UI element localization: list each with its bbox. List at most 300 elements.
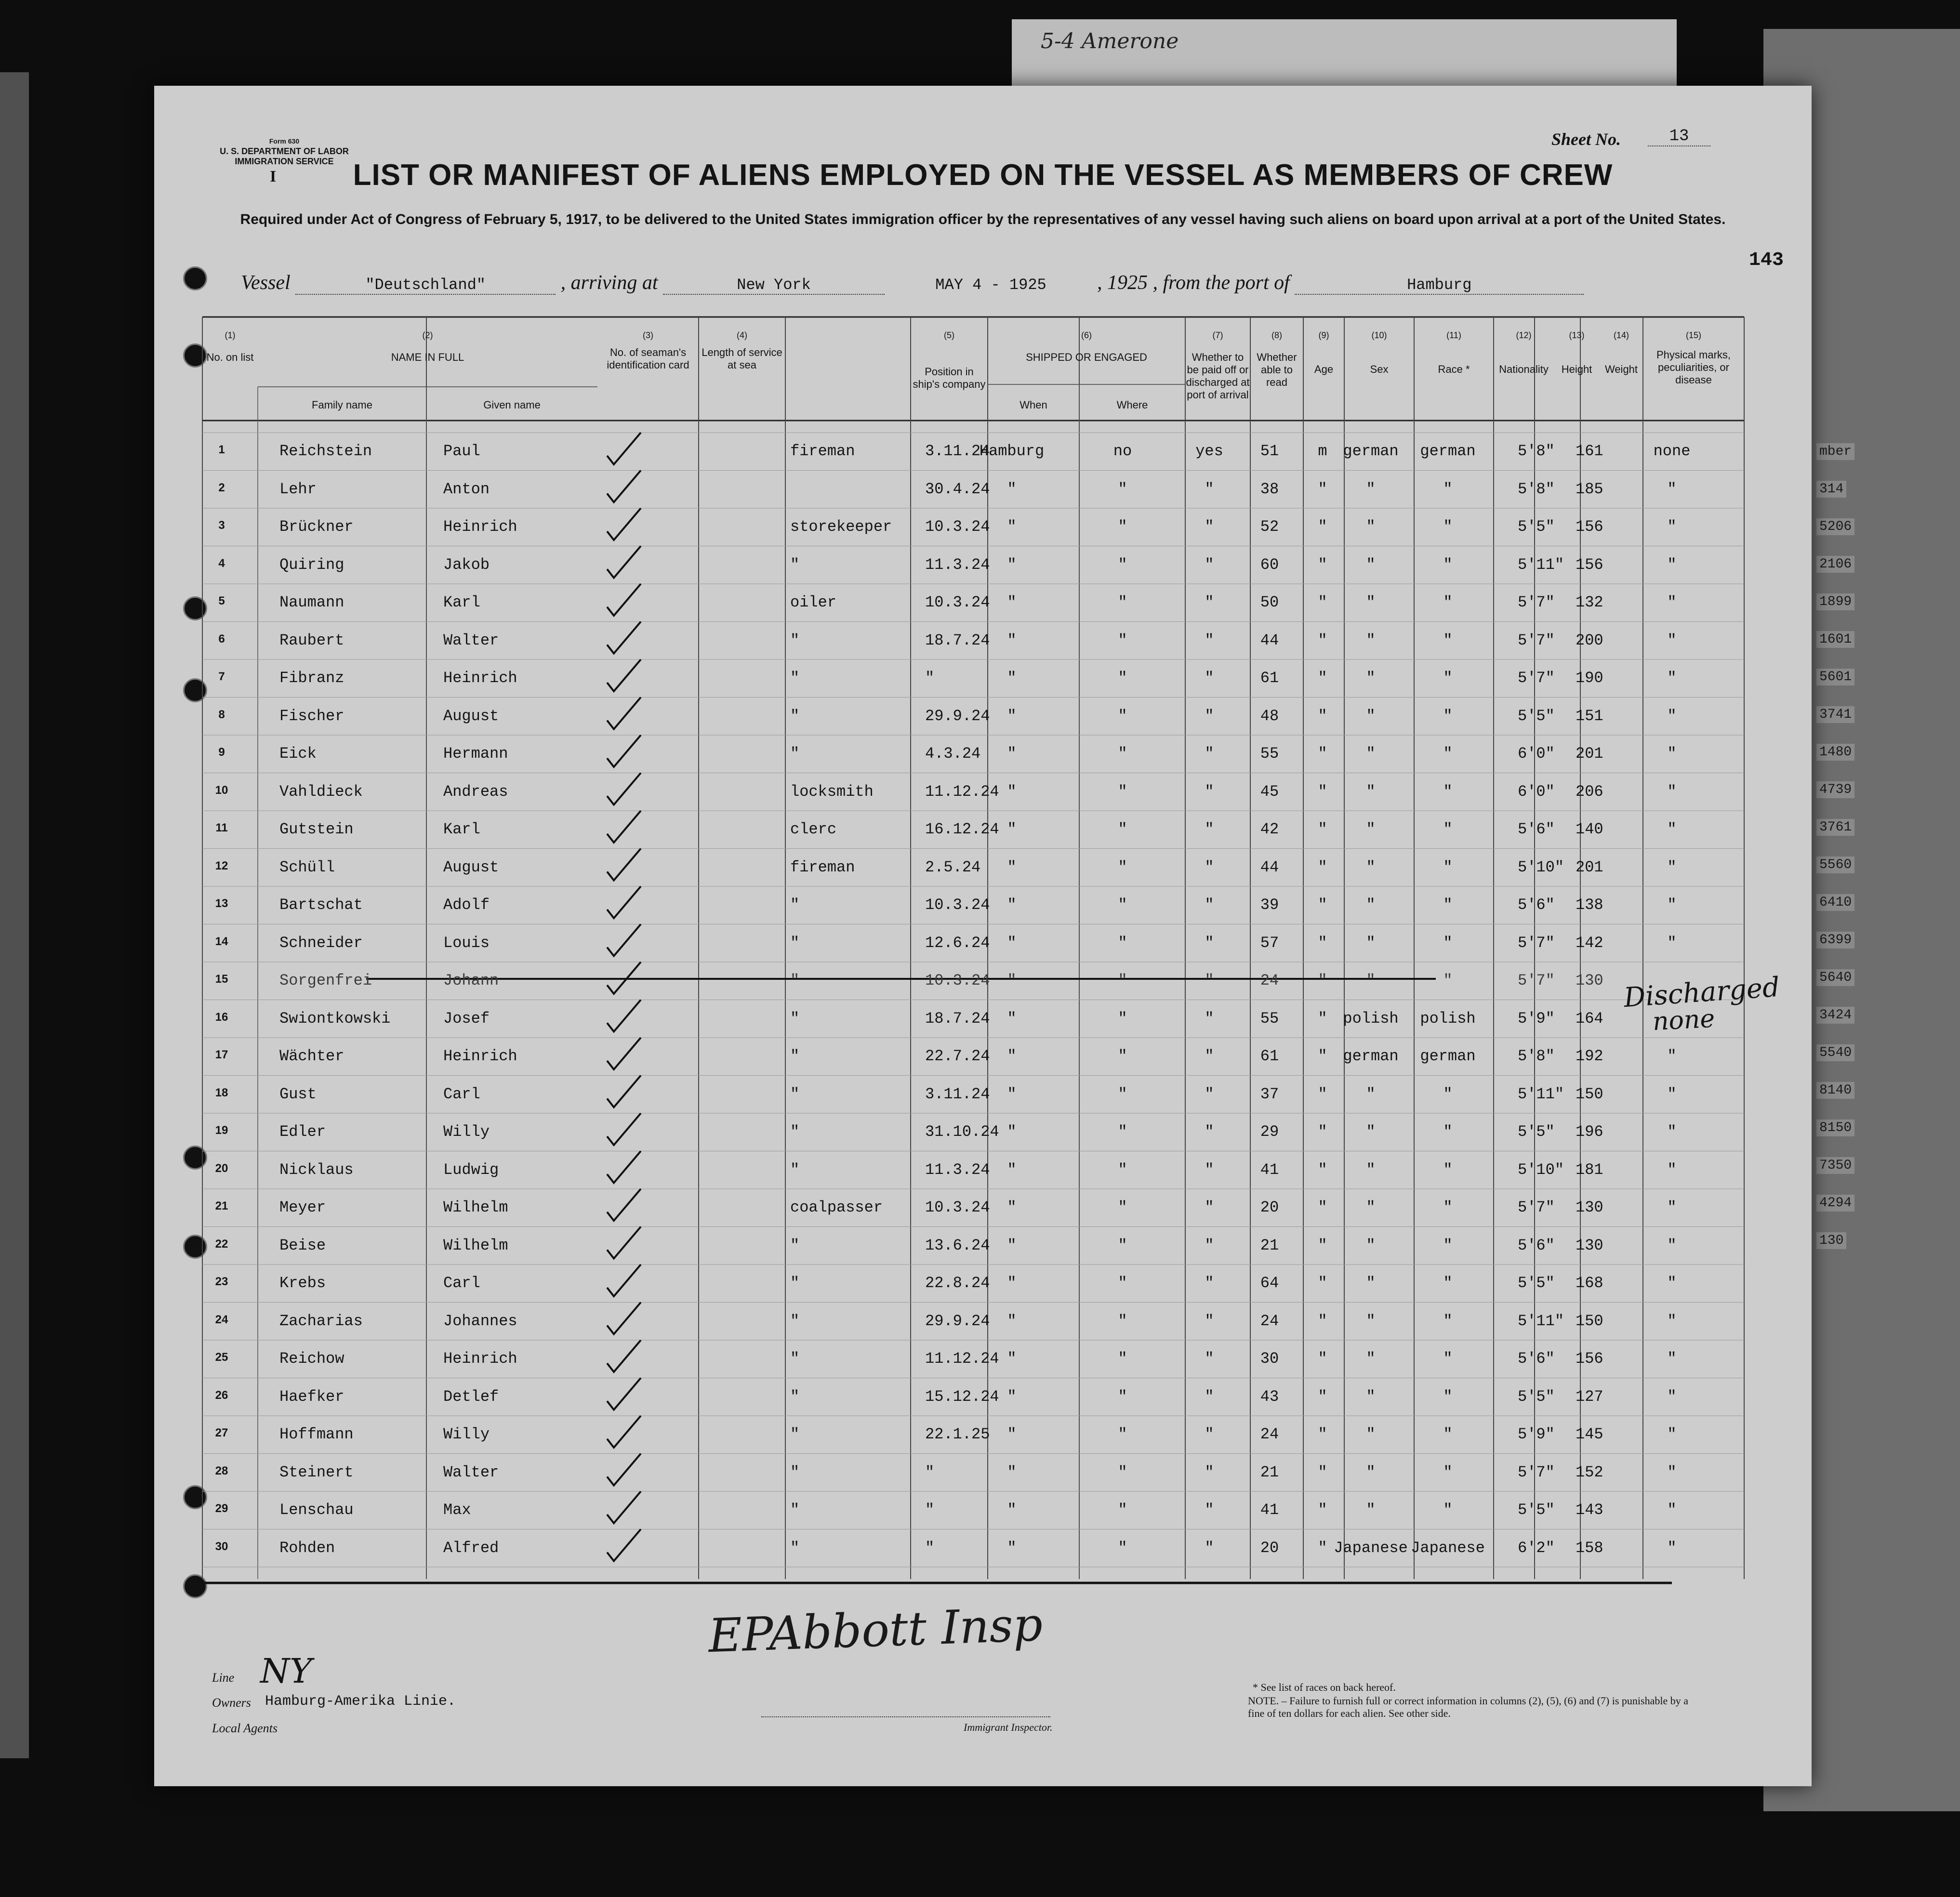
weight-cell: 190 [1576, 669, 1603, 687]
age-cell: 55 [1260, 745, 1279, 763]
given-name-cell: Carl [443, 1274, 480, 1292]
line-label: Line [212, 1671, 235, 1685]
id-card-checkmark [607, 811, 641, 843]
id-card-checkmark [607, 1265, 641, 1296]
row-number: 4 [218, 556, 225, 570]
paid-off-cell: " [1118, 1274, 1127, 1292]
nationality-cell: german [1420, 442, 1476, 460]
sex-cell: " [1318, 934, 1327, 952]
age-cell: 48 [1260, 707, 1279, 725]
nationality-cell: " [1443, 1199, 1453, 1216]
id-card-checkmark [607, 1038, 641, 1069]
adjacent-page-number: 3741 [1816, 706, 1854, 723]
column-number: (11) [1446, 330, 1461, 340]
able-to-read-cell: " [1205, 972, 1214, 989]
height-cell: 5'10" [1518, 1160, 1564, 1179]
paid-off-cell: " [1118, 480, 1127, 498]
column-number: (6) [1081, 330, 1092, 340]
id-card-checkmark [607, 773, 641, 805]
weight-cell: 140 [1576, 820, 1603, 838]
position-cell: locksmith [790, 782, 874, 801]
race-cell: " [1366, 518, 1376, 536]
weight-cell: 127 [1576, 1387, 1603, 1406]
row-number: 27 [215, 1426, 228, 1439]
family-name-cell: Beise [279, 1236, 326, 1254]
paid-off-cell: " [1118, 1463, 1127, 1481]
sex-cell: " [1318, 555, 1327, 574]
column-header-c10 [1344, 329, 1414, 376]
height-cell: 5'7" [1518, 972, 1555, 989]
race-cell: polish [1343, 1009, 1399, 1028]
shipped-when-cell: 11.3.24 [925, 555, 990, 574]
paid-off-cell: " [1118, 1047, 1127, 1065]
row-number: 25 [215, 1351, 228, 1364]
column-label: Race * [1438, 363, 1470, 375]
race-cell: " [1366, 1274, 1376, 1292]
able-to-read-cell: " [1205, 1009, 1214, 1028]
position-cell: " [790, 1312, 800, 1330]
nationality-cell: " [1443, 1160, 1453, 1179]
row-number: 26 [215, 1388, 228, 1402]
age-cell: 64 [1260, 1274, 1279, 1292]
nationality-cell: " [1443, 1350, 1453, 1368]
able-to-read-cell: " [1205, 1274, 1214, 1292]
nationality-cell: " [1443, 480, 1453, 498]
paid-off-cell: " [1118, 1236, 1127, 1254]
column-number: (5) [944, 330, 954, 340]
penalty-note: NOTE. – Failure to furnish full or correct information in columns (2), (5), (6) and (7) is punishable by a fine of ten dollars for each alien. See other side. [1248, 1695, 1688, 1719]
weight-cell: 161 [1576, 442, 1603, 460]
row-number: 20 [215, 1161, 228, 1175]
id-card-checkmark [607, 1454, 641, 1486]
sex-cell: " [1318, 631, 1327, 649]
weight-cell: 130 [1576, 972, 1603, 989]
column-header-c11 [1414, 329, 1494, 376]
id-card-checkmark [607, 849, 641, 881]
physical-marks-cell: " [1667, 896, 1677, 914]
race-cell: " [1366, 972, 1376, 989]
able-to-read-cell: " [1205, 555, 1214, 574]
race-cell: " [1366, 820, 1376, 838]
shipped-when-cell: 11.12.24 [925, 782, 999, 801]
race-cell: " [1366, 669, 1376, 687]
paid-off-cell: " [1118, 782, 1127, 801]
shipped-when-cell: 15.12.24 [925, 1387, 999, 1406]
height-cell: 5'6" [1518, 896, 1555, 914]
shipped-where-cell: " [1007, 896, 1017, 914]
given-name-cell: Max [443, 1501, 471, 1519]
column-header-c2 [258, 329, 597, 364]
paid-off-cell: " [1118, 593, 1127, 611]
race-cell: " [1366, 896, 1376, 914]
able-to-read-cell: " [1205, 1350, 1214, 1368]
shipped-when-cell: " [925, 1539, 935, 1557]
age-cell: 24 [1260, 1425, 1279, 1443]
nationality-cell: " [1443, 1501, 1453, 1519]
shipped-where-cell: " [1007, 1236, 1017, 1254]
shipped-where-cell: " [1007, 1501, 1017, 1519]
race-cell: " [1366, 555, 1376, 574]
race-cell: " [1366, 858, 1376, 876]
weight-cell: 200 [1576, 631, 1603, 649]
shipped-where-cell: " [1007, 934, 1017, 952]
age-cell: 39 [1260, 896, 1279, 914]
column-label: Age [1314, 363, 1334, 375]
height-cell: 5'5" [1518, 1387, 1555, 1406]
given-name-cell: Johannes [443, 1312, 517, 1330]
family-name-cell: Krebs [279, 1274, 326, 1292]
column-header-c13 [1554, 329, 1600, 376]
age-cell: 51 [1260, 442, 1279, 460]
paid-off-cell: " [1118, 1312, 1127, 1330]
shipped-when-cell: 4.3.24 [925, 745, 981, 763]
race-cell: " [1366, 1160, 1376, 1179]
vessel-name: "Deutschland" [295, 276, 556, 295]
race-cell: " [1366, 1312, 1376, 1330]
none-handwritten: none [1652, 1004, 1716, 1037]
height-cell: 5'7" [1518, 1199, 1555, 1216]
weight-cell: 152 [1576, 1463, 1603, 1481]
race-cell: " [1366, 1085, 1376, 1103]
race-cell: " [1366, 1501, 1376, 1519]
column-header-c8 [1250, 329, 1303, 389]
local-agents-label: Local Agents [212, 1721, 278, 1735]
adjacent-page-number: 1899 [1816, 593, 1854, 610]
height-cell: 5'9" [1518, 1425, 1555, 1443]
height-cell: 5'5" [1518, 1501, 1555, 1519]
row-number: 17 [215, 1048, 228, 1061]
race-cell: " [1366, 1199, 1376, 1216]
column-label: Weight [1604, 363, 1638, 375]
physical-marks-cell: " [1667, 1085, 1677, 1103]
age-cell: 41 [1260, 1501, 1279, 1519]
nationality-cell: " [1443, 820, 1453, 838]
given-name-cell: Karl [443, 593, 480, 611]
height-cell: 6'0" [1518, 745, 1555, 763]
age-cell: 21 [1260, 1236, 1279, 1254]
weight-cell: 201 [1576, 858, 1603, 876]
row-number: 22 [215, 1237, 228, 1251]
paid-off-cell: " [1118, 1123, 1127, 1141]
family-name-cell: Bartschat [279, 896, 363, 914]
column-header-c4 [699, 329, 785, 371]
vessel-label: Vessel [241, 272, 291, 294]
height-cell: 5'6" [1518, 1236, 1555, 1254]
family-name-cell: Schüll [279, 858, 335, 876]
physical-marks-cell: none [1653, 442, 1691, 460]
nationality-cell: " [1443, 1236, 1453, 1254]
given-name-cell: August [443, 707, 499, 725]
physical-marks-cell: " [1667, 858, 1677, 876]
position-cell: " [790, 972, 800, 989]
row-number: 30 [215, 1540, 228, 1553]
age-cell: 44 [1260, 631, 1279, 649]
row-number: 11 [215, 821, 228, 834]
shipped-where-cell: " [1007, 972, 1017, 989]
weight-cell: 150 [1576, 1085, 1603, 1103]
nationality-cell: " [1443, 1387, 1453, 1406]
weight-cell: 156 [1576, 555, 1603, 574]
shipped-when-cell: 10.3.24 [925, 518, 990, 536]
given-name-cell: Walter [443, 631, 499, 649]
able-to-read-cell: " [1205, 669, 1214, 687]
race-cell: " [1366, 1350, 1376, 1368]
id-card-checkmark [607, 1151, 641, 1183]
shipped-where-cell: " [1007, 1047, 1017, 1065]
family-name-cell: Meyer [279, 1199, 326, 1216]
shipped-where-cell: " [1007, 1274, 1017, 1292]
able-to-read-cell: " [1205, 858, 1214, 876]
shipped-where-cell: Hamburg [979, 442, 1045, 460]
age-cell: 42 [1260, 820, 1279, 838]
able-to-read-cell: " [1205, 1501, 1214, 1519]
adjacent-page-number: 6410 [1816, 894, 1854, 911]
nationality-cell: " [1443, 858, 1453, 876]
nationality-cell: " [1443, 518, 1453, 536]
shipped-when-cell: 22.7.24 [925, 1047, 990, 1065]
age-cell: 45 [1260, 782, 1279, 801]
able-to-read-cell: " [1205, 593, 1214, 611]
height-cell: 5'8" [1518, 480, 1555, 498]
nationality-cell: " [1443, 1312, 1453, 1330]
age-cell: 41 [1260, 1160, 1279, 1179]
physical-marks-cell: " [1667, 518, 1677, 536]
shipped-when-cell: 11.12.24 [925, 1350, 999, 1368]
row-number: 10 [215, 783, 228, 797]
shipped-when-cell: 10.3.24 [925, 972, 990, 989]
weight-cell: 185 [1576, 480, 1603, 498]
physical-marks-cell: " [1667, 555, 1677, 574]
sex-cell: " [1318, 1387, 1327, 1406]
row-number: 29 [215, 1502, 228, 1515]
owners-value: Hamburg-Amerika Linie. [265, 1693, 456, 1710]
physical-marks-cell: " [1667, 1312, 1677, 1330]
family-name-cell: Fibranz [279, 669, 344, 687]
adjacent-page-number: 5560 [1816, 856, 1854, 873]
shipped-when-cell: 22.1.25 [925, 1425, 990, 1443]
able-to-read-cell: " [1205, 518, 1214, 536]
age-cell: 61 [1260, 669, 1279, 687]
row-number: 21 [215, 1199, 228, 1212]
age-cell: 50 [1260, 593, 1279, 611]
id-card-checkmark [607, 1227, 641, 1259]
adjacent-page-number: mber [1816, 443, 1854, 460]
sex-cell: " [1318, 858, 1327, 876]
height-cell: 5'5" [1518, 707, 1555, 725]
given-name-cell: Karl [443, 820, 480, 838]
family-name-subheader: Family name [312, 399, 372, 411]
nationality-cell: " [1443, 1123, 1453, 1141]
weight-cell: 156 [1576, 1350, 1603, 1368]
nationality-cell: " [1443, 669, 1453, 687]
physical-marks-cell: " [1667, 1123, 1677, 1141]
able-to-read-cell: " [1205, 1160, 1214, 1179]
adjacent-page-number: 1480 [1816, 744, 1854, 761]
weight-cell: 168 [1576, 1274, 1603, 1292]
given-name-cell: Louis [443, 934, 490, 952]
able-to-read-cell: " [1205, 745, 1214, 763]
column-header-c9 [1303, 329, 1344, 376]
shipped-where-cell: " [1007, 1199, 1017, 1216]
physical-marks-cell: " [1667, 593, 1677, 611]
age-cell: 20 [1260, 1199, 1279, 1216]
stamp-number: 143 [1749, 250, 1784, 271]
column-label: SHIPPED OR ENGAGED [1026, 351, 1147, 363]
sex-cell: " [1318, 1350, 1327, 1368]
height-cell: 5'8" [1518, 442, 1555, 460]
height-cell: 5'5" [1518, 518, 1555, 536]
sheet-number: 13 [1648, 127, 1710, 146]
adjacent-page-number: 4739 [1816, 781, 1854, 798]
sex-cell: " [1318, 669, 1327, 687]
physical-marks-cell: " [1667, 480, 1677, 498]
nationality-cell: german [1420, 1047, 1476, 1065]
physical-marks-cell: " [1667, 1160, 1677, 1179]
paid-off-cell: " [1118, 631, 1127, 649]
family-name-cell: Edler [279, 1123, 326, 1141]
physical-marks-cell: " [1667, 934, 1677, 952]
column-header-c12 [1494, 329, 1554, 376]
age-cell: 57 [1260, 934, 1279, 952]
shipped-where-cell: " [1007, 480, 1017, 498]
physical-marks-cell: " [1667, 669, 1677, 687]
arriving-label: , arriving at [560, 272, 658, 294]
nationality-cell: Japanese [1411, 1539, 1485, 1557]
nationality-cell: " [1443, 555, 1453, 574]
race-cell: " [1366, 1387, 1376, 1406]
paid-off-cell: " [1118, 1425, 1127, 1443]
year-label: , 19 [1097, 272, 1127, 294]
row-number: 7 [218, 670, 225, 683]
given-name-cell: Heinrich [443, 669, 517, 687]
physical-marks-cell: " [1667, 1425, 1677, 1443]
paid-off-cell: " [1118, 707, 1127, 725]
family-name-cell: Naumann [279, 593, 344, 611]
race-cell: " [1366, 1425, 1376, 1443]
id-card-checkmark [607, 1189, 641, 1221]
arrival-year: 25 [1127, 272, 1148, 294]
physical-marks-cell: " [1667, 1199, 1677, 1216]
column-header-c1 [202, 329, 258, 364]
height-cell: 5'11" [1518, 555, 1564, 574]
shipped-where-cell: " [1007, 518, 1017, 536]
sex-cell: " [1318, 782, 1327, 801]
given-name-cell: Anton [443, 480, 490, 498]
nationality-cell: " [1443, 972, 1453, 989]
weight-cell: 201 [1576, 745, 1603, 763]
height-cell: 5'7" [1518, 1463, 1555, 1481]
weight-cell: 130 [1576, 1199, 1603, 1216]
shipped-where-cell: " [1007, 1160, 1017, 1179]
position-cell: " [790, 669, 800, 687]
shipped-when-cell: " [925, 1501, 935, 1519]
weight-cell: 132 [1576, 593, 1603, 611]
row-number: 12 [215, 859, 228, 872]
shipped-where-cell: " [1007, 1123, 1017, 1141]
column-number: (8) [1271, 330, 1282, 340]
family-name-cell: Zacharias [279, 1312, 363, 1330]
column-number: (14) [1613, 330, 1629, 340]
paid-off-cell: " [1118, 934, 1127, 952]
arrival-date: MAY 4 - 1925 [935, 276, 1046, 294]
row-number: 14 [215, 935, 228, 948]
sex-cell: " [1318, 518, 1327, 536]
shipped-when-cell: 18.7.24 [925, 1009, 990, 1028]
height-cell: 5'6" [1518, 1350, 1555, 1368]
form-number: Form 630 [269, 137, 300, 145]
age-cell: 21 [1260, 1463, 1279, 1481]
column-number: (7) [1212, 330, 1223, 340]
adjacent-page-number: 5601 [1816, 669, 1854, 685]
column-label: Position in ship's company [913, 366, 986, 390]
able-to-read-cell: " [1205, 782, 1214, 801]
id-card-checkmark [607, 584, 641, 616]
column-header-c5 [911, 329, 988, 391]
line-mark: NY [260, 1651, 312, 1691]
where-subheader: Where [1116, 399, 1148, 411]
column-label: Whether able to read [1257, 351, 1297, 388]
shipped-where-cell: " [1007, 555, 1017, 574]
nationality-cell: " [1443, 1425, 1453, 1443]
shipped-where-cell: " [1007, 782, 1017, 801]
given-name-cell: Heinrich [443, 518, 517, 536]
background-sheet-left [0, 72, 29, 1758]
age-cell: 44 [1260, 858, 1279, 876]
sex-cell: " [1318, 1539, 1327, 1557]
adjacent-page-number: 8150 [1816, 1120, 1854, 1136]
nationality-cell: " [1443, 782, 1453, 801]
adjacent-page-number: 314 [1816, 481, 1846, 498]
given-name-cell: Willy [443, 1425, 490, 1443]
paid-off-cell: " [1118, 745, 1127, 763]
sex-cell: " [1318, 745, 1327, 763]
shipped-where-cell: " [1007, 858, 1017, 876]
physical-marks-cell: " [1667, 820, 1677, 838]
race-cell: " [1366, 782, 1376, 801]
nationality-cell: " [1443, 1274, 1453, 1292]
row-number: 5 [218, 594, 225, 607]
height-cell: 5'7" [1518, 593, 1555, 611]
weight-cell: 143 [1576, 1501, 1603, 1519]
sex-cell: " [1318, 1047, 1327, 1065]
column-header-c14 [1600, 329, 1643, 376]
column-number: (13) [1569, 330, 1585, 340]
shipped-where-cell: " [1007, 1350, 1017, 1368]
id-card-checkmark [607, 433, 641, 464]
physical-marks-cell: " [1667, 1236, 1677, 1254]
shipped-when-cell: 10.3.24 [925, 1199, 990, 1216]
id-card-checkmark [607, 924, 641, 956]
weight-cell: 130 [1576, 1236, 1603, 1254]
position-cell: " [790, 896, 800, 914]
id-card-checkmark [607, 1416, 641, 1448]
given-name-cell: Adolf [443, 896, 490, 914]
shipped-where-cell: " [1007, 1425, 1017, 1443]
paid-off-cell: " [1118, 1501, 1127, 1519]
shipped-where-cell: " [1007, 745, 1017, 763]
shipped-where-cell: " [1007, 1085, 1017, 1103]
height-cell: 5'11" [1518, 1312, 1564, 1330]
sex-cell: " [1318, 1312, 1327, 1330]
column-header-c6 [988, 329, 1185, 364]
race-cell: " [1366, 707, 1376, 725]
sex-cell: m [1318, 442, 1327, 460]
position-cell: " [790, 1274, 800, 1292]
height-cell: 5'11" [1518, 1085, 1564, 1103]
given-name-cell: Wilhelm [443, 1236, 508, 1254]
physical-marks-cell: " [1667, 1463, 1677, 1481]
height-cell: 5'10" [1518, 858, 1564, 876]
